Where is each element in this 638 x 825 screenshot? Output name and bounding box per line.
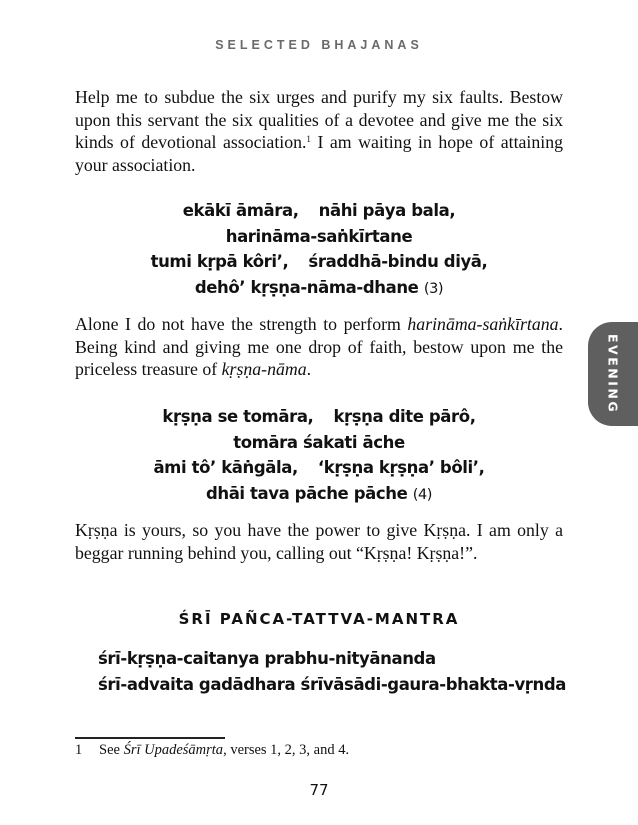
italic-term: harināma-saṅkīrtana [407, 314, 559, 334]
verse-phrase: āmi tô’ kāṅgāla, [153, 458, 298, 477]
verse-number: (4) [412, 486, 433, 503]
verse-line: harināma-saṅkīrtane [225, 226, 413, 246]
mantra-line: śrī-kṛṣṇa-caitanya prabhu-nityānanda [98, 649, 436, 668]
verse-phrase: ‘kṛṣṇa kṛṣṇa’ bôli’, [317, 458, 485, 477]
verse-line [75, 404, 563, 430]
page-number: 77 [309, 781, 329, 799]
translation-paragraph-1 [75, 86, 563, 176]
verse-line [75, 455, 563, 481]
verse-number: (3) [423, 280, 444, 297]
verse-line [75, 481, 563, 509]
verse-phrase: kṛṣṇa se tomāra, [162, 407, 314, 426]
paragraph-text: Help me to subdue the six urges and purify my six faults. Bestow upon this servant the six qualities of a devotee and give me the six kinds of devotional association. [75, 87, 563, 152]
verse-phrase: nāhi pāya bala, [318, 201, 456, 220]
footnote-text: , verses 1, 2, 3, and 4. [223, 742, 350, 758]
verse-4 [75, 404, 563, 508]
verse-phrase: tumi kṛpā kôri’, [150, 252, 289, 271]
verse-phrase: śraddhā-bindu diyā, [308, 252, 488, 271]
footnote-divider [75, 737, 225, 739]
pañca-tattva-mantra [98, 646, 566, 698]
footnote-text: See [99, 742, 124, 758]
verse-phrase: ekākī āmāra, [182, 201, 299, 220]
verse-phrase: kṛṣṇa dite pārô, [333, 407, 476, 426]
verse-line [75, 249, 563, 275]
italic-term: kṛṣṇa-nāma [221, 359, 307, 379]
section-tab-label: EVENING [605, 333, 621, 415]
verse-line: tomāra śakati āche [233, 432, 405, 452]
footnote-book-title: Śrī Upadeśāmṛta [123, 742, 224, 758]
footnote [75, 742, 349, 759]
translation-paragraph-2 [75, 313, 563, 381]
paragraph-text: . Being kind and giving me one drop of faith, bestow upon me the priceless treasure of [75, 314, 563, 379]
mantra-line: śrī-advaita gadādhara śrīvāsādi-gaura-bhakta-vṛnda [98, 675, 567, 694]
translation-paragraph-3: Kṛṣṇa is yours, so you have the power to give Kṛṣṇa. I am only a beggar running behind you, calling out “Kṛṣṇa! Kṛṣṇa!”. [75, 520, 563, 563]
verse-line [75, 198, 563, 224]
paragraph-text: Alone I do not have the strength to perform [75, 314, 408, 334]
footnote-number: 1 [75, 742, 83, 758]
verse-line [75, 275, 563, 303]
verse-phrase: dehô’ kṛṣṇa-nāma-dhane [194, 277, 419, 297]
section-title: ŚRĪ PAÑCA-TATTVA-MANTRA [178, 610, 460, 628]
verse-3 [75, 198, 563, 302]
paragraph-text: . [306, 359, 312, 379]
verse-phrase: dhāi tava pāche pāche [205, 483, 408, 503]
running-head: SELECTED BHAJANAS [215, 38, 423, 52]
section-tab-evening[interactable] [588, 322, 638, 426]
paragraph-text: I am waiting in hope of attaining your association. [75, 132, 563, 175]
footnote-reference[interactable]: 1 [306, 134, 311, 144]
